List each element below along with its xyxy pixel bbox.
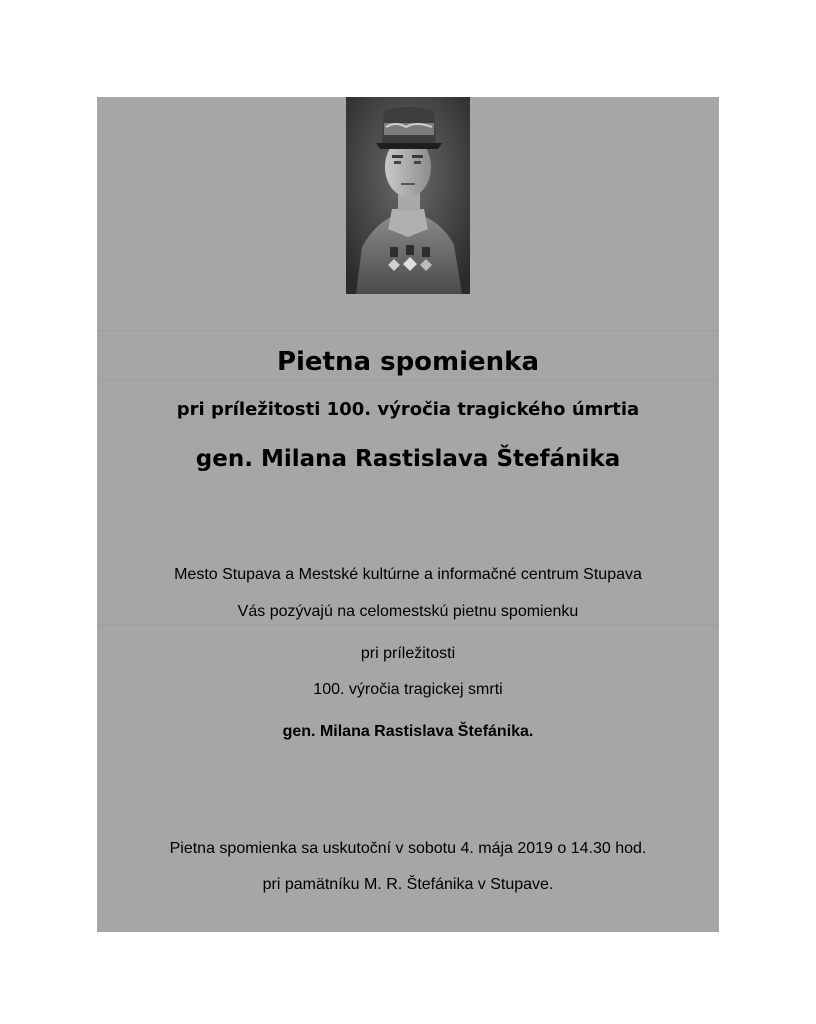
invitation-line-5: gen. Milana Rastislava Štefánika. <box>282 723 534 740</box>
poster-title: Pietna spomienka <box>276 347 540 377</box>
details-line-1: Pietna spomienka sa uskutoční v sobotu 4. mája 2019 o 14.30 hod. <box>169 840 647 857</box>
portrait-photo <box>346 97 470 294</box>
portrait-icon <box>346 97 470 294</box>
memorial-poster <box>97 97 719 932</box>
invitation-line-3: pri príležitosti <box>360 645 456 662</box>
invitation-line-4: 100. výročia tragickej smrti <box>313 681 503 698</box>
divider <box>97 330 719 331</box>
poster-subtitle: pri príležitosti 100. výročia tragického úmrtia <box>176 399 640 420</box>
honoree-name: gen. Milana Rastislava Štefánika <box>195 446 621 472</box>
divider <box>97 624 719 625</box>
invitation-line-2: Vás pozývajú na celomestskú pietnu spomienku <box>237 603 579 620</box>
details-line-2: pri pamätníku M. R. Štefánika v Stupave. <box>262 876 554 893</box>
invitation-line-1: Mesto Stupava a Mestské kultúrne a informačné centrum Stupava <box>174 566 642 583</box>
